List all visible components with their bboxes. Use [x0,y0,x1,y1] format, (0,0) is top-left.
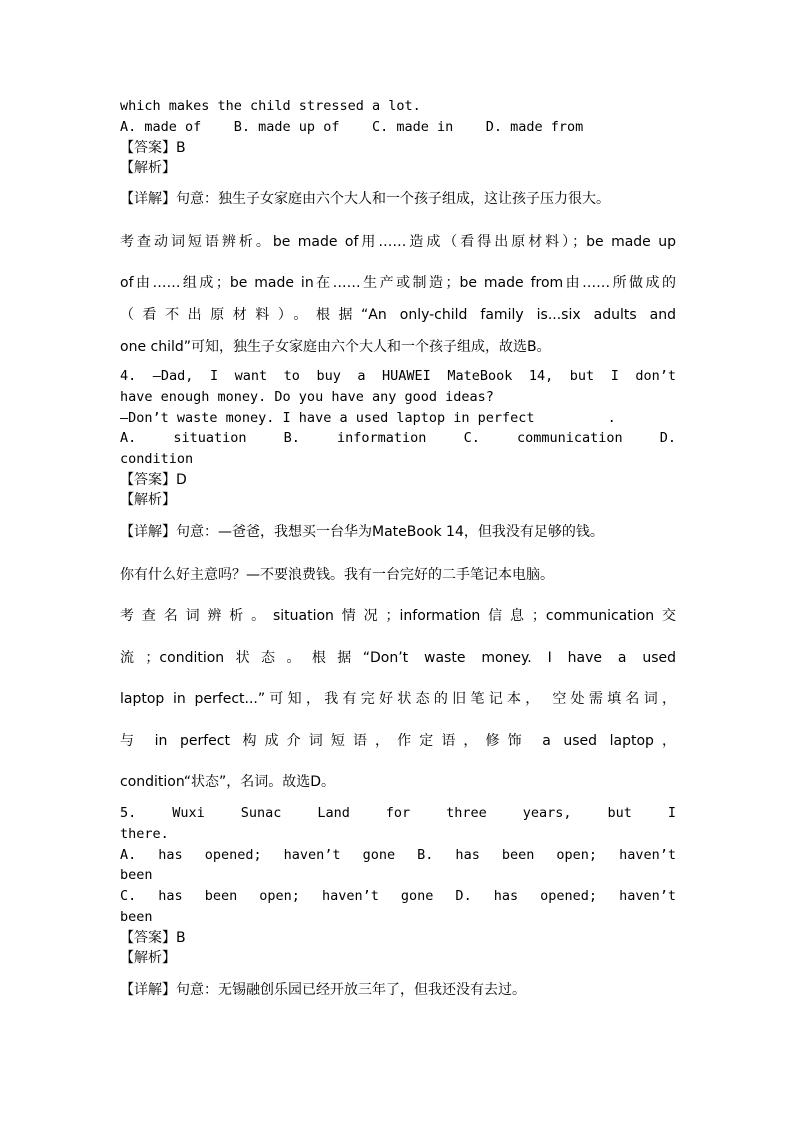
q4-detail-line-7: condition“状态”，名词。故选D。 [120,774,335,790]
q5-options-line-4: been [120,909,153,925]
q4-stem-line-2: have enough money. Do you have any good ideas? [120,389,494,405]
q4-stem-line-1: 4. —Dad, I want to buy a HUAWEI MateBook 14, but I don’t [120,368,676,384]
q4-detail-line-2: 你有什么好主意吗？—不要浪费钱。我有一台完好的二手笔记本电脑。 [120,567,554,583]
q4-detail-line-4: 流；condition状态。根据“Don’t waste money. I have a used [120,650,676,666]
q4-detail-line-6: 与 in perfect 构成介词短语，作定语，修饰 a used laptop， [120,733,676,749]
q4-detail-line-1: 【详解】句意：—爸爸，我想买一台华为MateBook 14，但我没有足够的钱。 [120,524,604,540]
q3-stem-end: which makes the child stressed a lot. [120,98,421,114]
q4-options-line-2: condition [120,451,194,467]
q5-stem-line-1: 5. Wuxi Sunac Land for three years, but I [120,805,676,821]
q4-analysis-label: 【解析】 [120,492,176,508]
q3-detail-line-1: 【详解】句意：独生子女家庭由六个大人和一个孩子组成，这让孩子压力很大。 [120,191,610,207]
q3-analysis-label: 【解析】 [120,160,176,176]
q3-detail-line-2: 考查动词短语辨析。be made of用……造成（看得出原材料）；be made up [120,234,676,250]
q3-detail-line-4: （看不出原材料）。根据“An only-child family is...six adults and [120,307,676,323]
q5-analysis-label: 【解析】 [120,950,176,966]
q4-detail-line-5: laptop in perfect...”可知，我有完好状态的旧笔记本， 空处需填名词， [120,691,676,707]
q5-stem-line-2: there. [120,826,169,842]
q5-options-line-3: C. has been open; haven’t gone D. has opened; haven’t [120,888,676,904]
q4-detail-line-3: 考查名词辨析。situation情况；information信息；communication交 [120,608,676,624]
q3-answer: 【答案】B [120,140,186,156]
q4-answer: 【答案】D [120,472,187,488]
q4-stem-line-3: —Don’t waste money. I have a used laptop in perfect . [120,410,616,426]
q5-detail-line-1: 【详解】句意：无锡融创乐园已经开放三年了，但我还没有去过。 [120,982,526,998]
q4-options-line-1: A. situation B. information C. communication D. [120,430,676,446]
q5-options-line-1: A. has opened; haven’t gone B. has been open; haven’t [120,847,676,863]
q3-detail-line-3: of由……组成；be made in在……生产或制造；be made from由……所做成的 [120,275,676,291]
q3-detail-line-5: one child”可知，独生子女家庭由六个大人和一个孩子组成，故选B。 [120,339,551,355]
q5-options-line-2: been [120,867,153,883]
q5-answer: 【答案】B [120,930,186,946]
q3-options: A. made of B. made up of C. made in D. made from [120,119,584,135]
